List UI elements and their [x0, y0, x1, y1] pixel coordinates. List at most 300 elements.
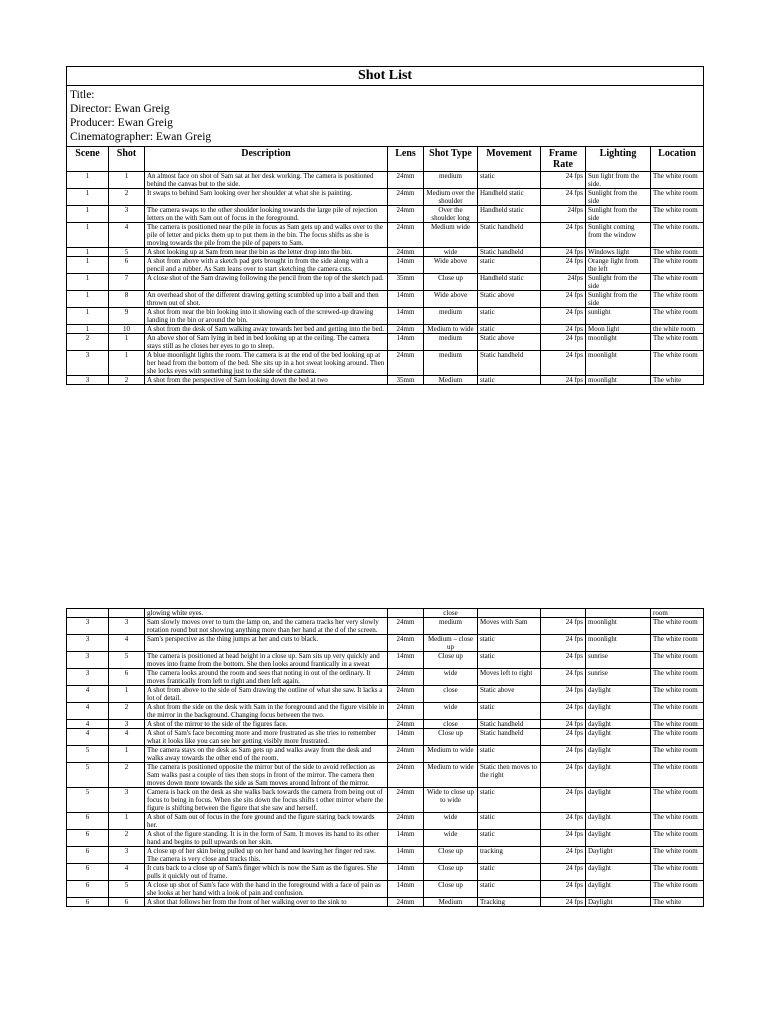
cell-lens: 14mm [388, 847, 424, 864]
cell-movement: Handheld static [478, 189, 541, 206]
table-row [67, 847, 704, 864]
cell-lens: 14mm [388, 652, 424, 669]
cell-scene: 3 [67, 376, 109, 385]
table-row [67, 618, 704, 635]
cell-shot-type: wide [424, 830, 478, 847]
cell-scene: 4 [67, 686, 109, 703]
cell-description: A shot of Sam out of focus in the fore ground and the figure staring back towards her. [145, 813, 388, 830]
cell-movement: static [478, 864, 541, 881]
cell-movement: Static handheld [478, 248, 541, 257]
cell-lighting: sunlight [586, 308, 651, 325]
cell-shot: 2 [109, 703, 145, 720]
cell-movement: static [478, 881, 541, 898]
cell-scene: 2 [67, 334, 109, 351]
cell-shot: 3 [109, 847, 145, 864]
cell-lighting: Sun light from the side. [586, 172, 651, 189]
table-row [67, 291, 704, 308]
cell-shot: 3 [109, 788, 145, 813]
cell-frame-rate: 24 fps [541, 618, 586, 635]
table-row [67, 686, 704, 703]
cell-lighting: moonlight [586, 618, 651, 635]
cell-lens: 24mm [388, 618, 424, 635]
cell-lighting: Moon light [586, 325, 651, 334]
cell-description: It swaps to behind Sam looking over her shoulder at what she is painting. [145, 189, 388, 206]
table-row [67, 223, 704, 248]
cell-shot: 3 [109, 206, 145, 223]
cell-location: The white room [651, 813, 704, 830]
cell-frame-rate: 24 fps [541, 703, 586, 720]
cell-movement: static [478, 703, 541, 720]
cell-shot-type: Medium to wide [424, 763, 478, 788]
table-row [67, 257, 704, 274]
cell-movement: Static handheld [478, 729, 541, 746]
table-row [67, 746, 704, 763]
cell-description: A shot that follows her from the front of her walking over to the sink to [145, 898, 388, 907]
cell-shot: 1 [109, 334, 145, 351]
cell-description: A shot of Sam's face becoming more and more frustrated as she tries to remember what it looks like you can see her getting visibly more frustrated. [145, 729, 388, 746]
cell-shot-type: Close up [424, 729, 478, 746]
cell-scene: 1 [67, 291, 109, 308]
cell-movement: static [478, 652, 541, 669]
cell-scene: 6 [67, 864, 109, 881]
cell-description: The camera is positioned opposite the mirror but of the side to avoid reflection as Sam walks past a couple of ties then stops in front of the mirror. The camera then moves down more towards the side as Sam moves around Infront of the mirror. [145, 763, 388, 788]
cell-lens: 24mm [388, 720, 424, 729]
cell-shot: 6 [109, 257, 145, 274]
cell-location: The white room [651, 864, 704, 881]
cell-movement: Handheld static [478, 206, 541, 223]
table-row [67, 308, 704, 325]
cell-frame-rate: 24 fps [541, 847, 586, 864]
cell-lighting: Sunlight from the side [586, 206, 651, 223]
cell-shot: 2 [109, 830, 145, 847]
cell-scene: 3 [67, 618, 109, 635]
cell-description: A close up of her skin being pulled up on her hand and leaving her finger red raw. The camera is very close and tracks this. [145, 847, 388, 864]
cell-description: The camera is positioned at head height in a close up. Sam sits up very quickly and moves into frame from the bottom. She then looks around frantically in a sweat [145, 652, 388, 669]
cell-lighting: daylight [586, 813, 651, 830]
cell-scene: 1 [67, 274, 109, 291]
cell-scene: 1 [67, 257, 109, 274]
cell-scene [67, 609, 109, 618]
cell-scene: 6 [67, 847, 109, 864]
cell-location: The white room [651, 746, 704, 763]
table-row [67, 376, 704, 385]
cell-location: The white room [651, 334, 704, 351]
cell-frame-rate: 24 fps [541, 351, 586, 376]
cell-frame-rate: 24 fps [541, 788, 586, 813]
cell-location: The white room [651, 788, 704, 813]
cell-scene: 6 [67, 830, 109, 847]
production-credits [67, 86, 704, 147]
cell-shot-type: Wide above [424, 257, 478, 274]
cell-lighting: daylight [586, 864, 651, 881]
cell-lens [388, 609, 424, 618]
cell-shot: 4 [109, 635, 145, 652]
cell-location: The white room [651, 686, 704, 703]
cell-lens: 24mm [388, 703, 424, 720]
title-label: Title: [70, 89, 95, 101]
cell-lens: 24mm [388, 788, 424, 813]
cell-description: A shot from the side on the desk with Sam in the foreground and the figure visible in the mirror in the background. Changing focus between the two. [145, 703, 388, 720]
cell-shot-type: Close up [424, 652, 478, 669]
table-row [67, 652, 704, 669]
cell-description: A close up shot of Sam's face with the hand in the foreground with a face of pain as she looks at her hand with a look of pain and confusion. [145, 881, 388, 898]
cell-shot-type: Medium [424, 376, 478, 385]
cell-frame-rate: 24fps [541, 206, 586, 223]
cell-lighting: daylight [586, 746, 651, 763]
cell-scene: 1 [67, 206, 109, 223]
cell-shot-type: wide [424, 813, 478, 830]
cell-shot-type: close [424, 609, 478, 618]
cell-description: It cuts back to a close up of Sam's finger which is now the Sam as the figures. She pulls it quickly out of frame. [145, 864, 388, 881]
cell-scene: 3 [67, 635, 109, 652]
cell-frame-rate: 24 fps [541, 720, 586, 729]
cell-description: The camera is positioned near the pile in focus as Sam gets up and walks over to the pile of letter and picks them up to put them in the bin. The focus shifts as she is moving towards the pile from the pile of papers to Sam. [145, 223, 388, 248]
cell-lighting: moonlight [586, 635, 651, 652]
cell-lens: 24mm [388, 325, 424, 334]
cell-frame-rate: 24 fps [541, 898, 586, 907]
cell-lens: 24mm [388, 686, 424, 703]
cell-lens: 24mm [388, 248, 424, 257]
cell-lighting: daylight [586, 720, 651, 729]
cell-location: The white room [651, 635, 704, 652]
cell-location: The white room [651, 274, 704, 291]
cell-lighting: daylight [586, 763, 651, 788]
cell-shot: 1 [109, 351, 145, 376]
cell-shot-type: Medium wide [424, 223, 478, 248]
cell-shot: 1 [109, 746, 145, 763]
cell-location: The white room [651, 189, 704, 206]
cell-location: The white room [651, 703, 704, 720]
cell-lighting [586, 609, 651, 618]
table-row [67, 248, 704, 257]
cell-movement: tracking [478, 847, 541, 864]
cell-shot-type: medium [424, 618, 478, 635]
shot-list-page-1 [66, 66, 703, 385]
shot-list-table-2 [66, 608, 704, 907]
cell-location: The white [651, 898, 704, 907]
cell-lens: 24mm [388, 189, 424, 206]
cell-lens: 35mm [388, 274, 424, 291]
cell-lens: 24mm [388, 206, 424, 223]
shot-rows-page-2 [67, 609, 704, 907]
cell-shot-type: medium [424, 351, 478, 376]
cell-shot-type: wide [424, 703, 478, 720]
cell-shot: 2 [109, 763, 145, 788]
cell-lighting: daylight [586, 729, 651, 746]
cell-location: The white room. [651, 223, 704, 248]
cell-lighting: moonlight [586, 351, 651, 376]
cell-description: A shot from the perspective of Sam looking down the bed at two [145, 376, 388, 385]
cell-scene: 5 [67, 746, 109, 763]
table-row [67, 703, 704, 720]
cell-lens: 24mm [388, 669, 424, 686]
cell-shot-type: medium [424, 308, 478, 325]
cell-lens: 14mm [388, 291, 424, 308]
cell-shot-type: close [424, 720, 478, 729]
cell-shot-type: close [424, 686, 478, 703]
cell-location: The white room [651, 669, 704, 686]
cell-frame-rate: 24 fps [541, 813, 586, 830]
shot-list-table-1 [66, 66, 704, 385]
cell-location: room [651, 609, 704, 618]
table-row [67, 669, 704, 686]
cell-description: A shot from above to the side of Sam drawing the outline of what she saw. It lacks a lot of detail. [145, 686, 388, 703]
document-title: Shot List [67, 67, 704, 86]
cell-lens: 14mm [388, 308, 424, 325]
cell-shot: 3 [109, 720, 145, 729]
cell-frame-rate: 24fps [541, 274, 586, 291]
cell-scene: 3 [67, 669, 109, 686]
cell-shot: 5 [109, 652, 145, 669]
cell-movement: Handheld static [478, 274, 541, 291]
column-header-frame-rate: Frame Rate [541, 147, 586, 172]
cell-frame-rate: 24 fps [541, 864, 586, 881]
cell-frame-rate: 24 fps [541, 223, 586, 248]
table-row [67, 609, 704, 618]
table-row [67, 763, 704, 788]
cell-description: Camera is back on the desk as she walks back towards the camera from being out of focus to being in focus. When she sits down the focus shifts t other mirror where the figure is shifting between the figure that she saw and herself. [145, 788, 388, 813]
cell-shot: 6 [109, 669, 145, 686]
cell-shot: 5 [109, 881, 145, 898]
cell-description: The camera stays on the desk as Sam gets up and walks away from the desk and walks away towards the other end of the room. [145, 746, 388, 763]
cell-frame-rate: 24 fps [541, 172, 586, 189]
cell-lighting: Windows light [586, 248, 651, 257]
cell-shot-type: Medium to wide [424, 325, 478, 334]
cell-lighting: daylight [586, 788, 651, 813]
cell-description: A shot of the mirror to the side of the figures face. [145, 720, 388, 729]
cell-movement [478, 609, 541, 618]
table-row [67, 830, 704, 847]
cell-frame-rate: 24 fps [541, 248, 586, 257]
cell-description: A shot of the figure standing. It is in the form of Sam. It moves its hand to its other hand and begins to pull upwards on her skin. [145, 830, 388, 847]
cell-shot-type: Close up [424, 864, 478, 881]
cell-description: A blue moonlight lights the room. The camera is at the end of the bed looking up at her head from the bottom of the bed. She sits up in a hot sweat looking around. Then she locks eyes with something just to the side of the camera. [145, 351, 388, 376]
cell-shot-type: Over the shoulder long [424, 206, 478, 223]
cell-lens: 24mm [388, 898, 424, 907]
cell-shot: 4 [109, 729, 145, 746]
cell-lens: 14mm [388, 729, 424, 746]
cell-movement: static [478, 813, 541, 830]
cell-shot-type: Medium to wide [424, 746, 478, 763]
cell-location: The white room [651, 729, 704, 746]
cell-location: The white room [651, 351, 704, 376]
table-row [67, 898, 704, 907]
cell-shot-type: medium [424, 334, 478, 351]
cell-scene: 4 [67, 729, 109, 746]
cell-scene: 1 [67, 325, 109, 334]
cell-shot-type: Medium [424, 898, 478, 907]
cell-lighting: daylight [586, 881, 651, 898]
cell-shot-type: wide [424, 669, 478, 686]
column-header-scene: Scene [67, 147, 109, 172]
cell-frame-rate: 24 fps [541, 881, 586, 898]
cell-frame-rate: 24 fps [541, 686, 586, 703]
cell-movement: static [478, 376, 541, 385]
cell-shot [109, 609, 145, 618]
director-credit: Director: Ewan Greig [70, 103, 170, 115]
cell-shot: 10 [109, 325, 145, 334]
cell-frame-rate: 24 fps [541, 830, 586, 847]
cell-location: The white room [651, 308, 704, 325]
cell-location: The white room [651, 720, 704, 729]
cell-lighting: sunrise [586, 652, 651, 669]
cell-lens: 24mm [388, 223, 424, 248]
producer-credit: Producer: Ewan Greig [70, 117, 173, 129]
cell-shot-type: Medium over the shoulder [424, 189, 478, 206]
cell-scene: 5 [67, 763, 109, 788]
cell-frame-rate: 24 fps [541, 376, 586, 385]
cell-lighting: Sunlight from the side [586, 291, 651, 308]
cell-description: A shot from the desk of Sam walking away towards her bed and getting into the bed. [145, 325, 388, 334]
cell-shot-type: Close up [424, 847, 478, 864]
cell-location: The white room [651, 172, 704, 189]
table-row [67, 172, 704, 189]
cell-movement: Static above [478, 291, 541, 308]
cell-frame-rate: 24 fps [541, 635, 586, 652]
cell-description: Sam's perspective as the thing jumps at her and cuts to black. [145, 635, 388, 652]
cell-scene: 6 [67, 881, 109, 898]
cell-shot-type: Medium – close up [424, 635, 478, 652]
column-header-location: Location [651, 147, 704, 172]
cell-lens: 24mm [388, 172, 424, 189]
cell-description: The camera swaps to the other shoulder looking towards the large pile of rejection letters on the with Sam out of focus in the foreground. [145, 206, 388, 223]
cell-description: Sam slowly moves over to turn the lamp on, and the camera tracks her very slowly rotation round but not showing anything more than her hand at the d of the screen. [145, 618, 388, 635]
cell-scene: 4 [67, 703, 109, 720]
cell-frame-rate: 24 fps [541, 189, 586, 206]
cell-description: A shot from above with a sketch pad gets brought in from the side along with a pencil and a rubber. As Sam leans over to start sketching the camera cuts. [145, 257, 388, 274]
cell-description: An overhead shot of the different drawing getting scumbled up into a ball and then thrown out of shot. [145, 291, 388, 308]
cell-frame-rate: 24 fps [541, 652, 586, 669]
cell-frame-rate: 24 fps [541, 308, 586, 325]
cell-description: An almost face on shot of Sam sat at her desk working. The camera is positioned behind the canvas but to the side. [145, 172, 388, 189]
cell-shot: 3 [109, 618, 145, 635]
cell-scene: 6 [67, 898, 109, 907]
cell-movement: Moves with Sam [478, 618, 541, 635]
column-header-shot: Shot [109, 147, 145, 172]
cell-frame-rate: 24 fps [541, 669, 586, 686]
cell-shot-type: Close up [424, 274, 478, 291]
cell-shot: 4 [109, 864, 145, 881]
cell-scene: 6 [67, 813, 109, 830]
cell-movement: Static then moves to the right [478, 763, 541, 788]
cell-lighting: daylight [586, 703, 651, 720]
cell-movement: Static handheld [478, 720, 541, 729]
cell-lens: 24mm [388, 813, 424, 830]
table-row [67, 635, 704, 652]
cell-frame-rate [541, 609, 586, 618]
cell-location: The white room [651, 881, 704, 898]
cell-movement: static [478, 172, 541, 189]
cell-lens: 24mm [388, 763, 424, 788]
cell-frame-rate: 24 fps [541, 325, 586, 334]
table-row [67, 325, 704, 334]
cell-frame-rate: 24 fps [541, 291, 586, 308]
cell-lens: 14mm [388, 864, 424, 881]
shot-list-page-2 [66, 608, 703, 907]
cell-lens: 24mm [388, 746, 424, 763]
cell-scene: 4 [67, 720, 109, 729]
cell-movement: static [478, 308, 541, 325]
cell-location: The white room [651, 248, 704, 257]
cell-shot: 8 [109, 291, 145, 308]
table-row [67, 729, 704, 746]
cell-shot: 7 [109, 274, 145, 291]
cell-movement: Static above [478, 686, 541, 703]
cell-movement: Static handheld [478, 223, 541, 248]
column-header-row [67, 147, 704, 172]
cell-shot: 5 [109, 248, 145, 257]
shot-rows-page-1 [67, 172, 704, 385]
cell-frame-rate: 24 fps [541, 257, 586, 274]
cell-movement: static [478, 830, 541, 847]
column-header-lighting: Lighting [586, 147, 651, 172]
cell-lens: 35mm [388, 376, 424, 385]
cell-lighting: Daylight [586, 898, 651, 907]
cell-location: the white room [651, 325, 704, 334]
cell-movement: static [478, 257, 541, 274]
cell-frame-rate: 24 fps [541, 729, 586, 746]
cell-lighting: Orange light from the left [586, 257, 651, 274]
cell-description: The camera looks around the room and sees that noting in out of the ordinary. It moves frantically from left to right and then left again. [145, 669, 388, 686]
cell-shot-type: Wide to close up to wide [424, 788, 478, 813]
cell-movement: Static above [478, 334, 541, 351]
cell-lighting: moonlight [586, 376, 651, 385]
cell-shot-type: Wide above [424, 291, 478, 308]
cell-location: The white room [651, 618, 704, 635]
cell-lens: 14mm [388, 257, 424, 274]
cell-movement: static [478, 325, 541, 334]
cell-lighting: sunrise [586, 669, 651, 686]
cell-lighting: Daylight [586, 847, 651, 864]
cell-description: A shot looking up at Sam from near the bin as the letter drop into the bin. [145, 248, 388, 257]
cell-lens: 14mm [388, 830, 424, 847]
column-header-shot-type: Shot Type [424, 147, 478, 172]
cell-shot: 1 [109, 686, 145, 703]
cell-lens: 14mm [388, 334, 424, 351]
cell-movement: Static handheld [478, 351, 541, 376]
cell-scene: 3 [67, 652, 109, 669]
cell-shot: 9 [109, 308, 145, 325]
cell-lens: 14mm [388, 881, 424, 898]
cell-shot: 1 [109, 813, 145, 830]
cell-scene: 1 [67, 308, 109, 325]
column-header-lens: Lens [388, 147, 424, 172]
cell-shot-type: wide [424, 248, 478, 257]
cell-lighting: daylight [586, 686, 651, 703]
cell-description: An above shot of Sam lying in bed in bed looking up at the ceiling. The camera stays still as he closes her eyes to go to sleep. [145, 334, 388, 351]
cell-location: The white room [651, 652, 704, 669]
cell-lighting: Sunlight from the side [586, 189, 651, 206]
cell-shot-type: medium [424, 172, 478, 189]
cell-location: The white [651, 376, 704, 385]
cell-location: The white room [651, 763, 704, 788]
cell-lighting: Sunlight coming from the window [586, 223, 651, 248]
table-row [67, 189, 704, 206]
cell-location: The white room [651, 291, 704, 308]
cell-location: The white room [651, 206, 704, 223]
cell-description: glowing white eyes. [145, 609, 388, 618]
cell-shot: 1 [109, 172, 145, 189]
cell-shot: 4 [109, 223, 145, 248]
cell-lighting: moonlight [586, 334, 651, 351]
cell-scene: 1 [67, 223, 109, 248]
cell-shot: 2 [109, 376, 145, 385]
cell-scene: 1 [67, 172, 109, 189]
cell-movement: static [478, 788, 541, 813]
cell-frame-rate: 24 fps [541, 746, 586, 763]
cell-movement: static [478, 635, 541, 652]
cell-lens: 24mm [388, 351, 424, 376]
